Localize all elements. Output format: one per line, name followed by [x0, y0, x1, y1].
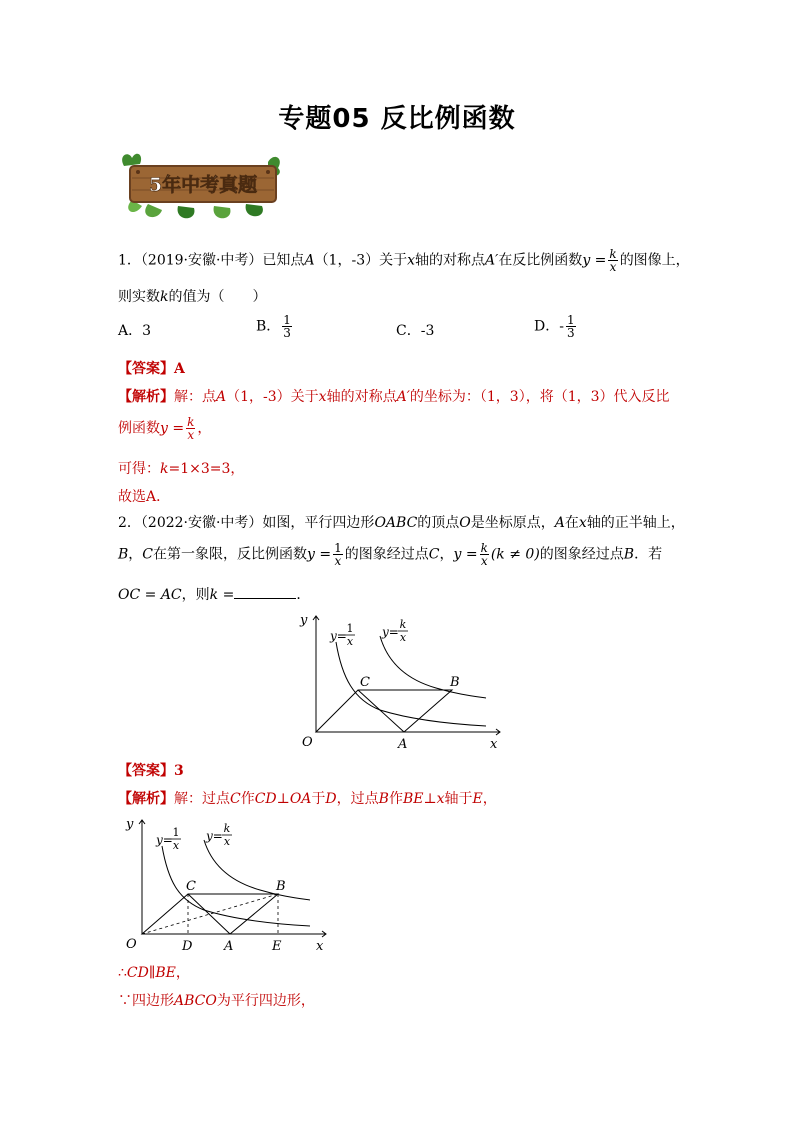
a1-analysis-line3 — [118, 458, 244, 478]
analysis-var: BE⊥x — [402, 791, 445, 807]
a2-analysis-step2 — [118, 990, 315, 1010]
q1-var: x — [407, 252, 416, 269]
analysis-text: 解：点 — [174, 389, 216, 405]
q1-option-a: A．3 — [118, 323, 152, 339]
q2-var: B — [623, 546, 635, 563]
q2-formula: y = — [307, 546, 332, 563]
analysis-text: 例函数 — [118, 420, 160, 437]
curve1-num: 1 — [172, 826, 180, 839]
label-a: A — [398, 737, 408, 752]
analysis-text: ， — [482, 791, 497, 807]
curve2-num: k — [399, 618, 407, 631]
q1-text: 的值为（ ） — [168, 289, 267, 305]
segment-ca — [358, 690, 404, 732]
q2-line1 — [118, 512, 685, 532]
q2-formula: OC = AC — [118, 587, 182, 603]
analysis-text: ∴ — [118, 965, 127, 981]
q2-formula: (k ≠ 0) — [490, 546, 540, 563]
q1-option-b — [256, 314, 294, 339]
option-label: D．- — [534, 318, 564, 335]
analysis-var: CD⊥OA — [254, 791, 312, 807]
q1-var: k — [160, 289, 169, 305]
q1-var: A′ — [485, 252, 499, 269]
q2-var: B — [118, 546, 129, 563]
option-fraction: $\frac{1}{3}$ — [566, 313, 575, 340]
q2-text: ，则 — [181, 587, 210, 603]
analysis-var: E — [472, 791, 483, 807]
q2-line2 — [118, 542, 662, 567]
a2-analysis-step1 — [118, 962, 190, 982]
curve-k-over-x — [204, 840, 310, 900]
q2-var: A — [554, 515, 565, 531]
analysis-var: A′ — [396, 389, 410, 405]
analysis-text: ， — [197, 420, 212, 437]
q1-var: A — [304, 252, 315, 269]
curve-1-over-x — [336, 642, 486, 726]
answer-blank — [234, 586, 296, 599]
label-x: x — [316, 939, 324, 954]
curve1-den: x — [346, 635, 354, 648]
q2-text: ．若 — [634, 546, 663, 563]
answer-value: 3 — [174, 763, 184, 779]
q1-fraction: $\frac{k}{x}$ — [609, 247, 617, 274]
q2-var: C — [428, 546, 440, 563]
answer-label: 【答案】 — [118, 763, 174, 779]
curve1-label: y= — [156, 833, 173, 847]
a2-analysis-line1 — [118, 788, 497, 808]
analysis-var: ABCO — [174, 993, 217, 1009]
q1-text: 在反比例函数 — [498, 252, 583, 269]
page-title: 专题05 反比例函数 — [278, 104, 516, 134]
q2-text: 是坐标原点， — [470, 515, 555, 531]
q2-text: ， — [439, 546, 454, 563]
q2-text: 的顶点 — [417, 515, 460, 531]
analysis-text: 轴的对称点 — [326, 389, 397, 405]
a1-analysis-line2 — [118, 416, 211, 441]
q2-fraction: $\frac{1}{x}$ — [334, 541, 342, 568]
analysis-var: x — [318, 389, 327, 405]
curve2-den: x — [399, 631, 407, 644]
analysis-text: （1，-3）关于 — [226, 389, 319, 405]
label-c: C — [186, 879, 196, 894]
analysis-text: 作 — [240, 791, 255, 807]
analysis-var: D — [325, 791, 337, 807]
label-c: C — [360, 675, 370, 690]
banner-text: 5年中考真题 — [148, 174, 258, 196]
q1-line1 — [118, 248, 690, 273]
analysis-text: 可得： — [118, 461, 160, 477]
analysis-fraction: $\frac{k}{x}$ — [187, 415, 195, 442]
q1-text: （1，-3）关于 — [314, 252, 408, 269]
q1-text: 1．（2019·安徽·中考）已知点 — [118, 252, 305, 269]
wooden-sign-icon — [118, 148, 286, 224]
q2-text: 的图象经过点 — [344, 546, 429, 563]
label-o: O — [302, 735, 313, 750]
answer-label: 【答案】 — [118, 361, 174, 377]
segment-ob — [142, 894, 278, 934]
analysis-text: 作 — [388, 791, 403, 807]
analysis-var: A — [216, 389, 227, 405]
label-b: B — [450, 675, 460, 690]
q2-text: 在第一象限，反比例函数 — [153, 546, 308, 563]
analysis-label: 【解析】 — [118, 791, 174, 807]
q2-line3 — [118, 584, 310, 604]
q2-formula: y = — [453, 546, 478, 563]
analysis-text: 的坐标为：（1，3），将（1，3）代入反比 — [409, 389, 670, 405]
q1-option-c: C．-3 — [396, 323, 435, 339]
q2-text: 在 — [564, 515, 579, 531]
analysis-formula: y = — [160, 420, 185, 437]
analysis-text: ， — [175, 965, 190, 981]
analysis-var: k — [160, 461, 169, 477]
curve1-label: y= — [330, 629, 347, 643]
q2-var: C — [142, 546, 154, 563]
curve2-label: y= — [206, 829, 223, 843]
a2-answer — [118, 760, 184, 780]
figure-1 — [290, 606, 510, 754]
option-fraction: $\frac{1}{3}$ — [283, 313, 291, 340]
curve-1-over-x — [162, 846, 310, 926]
analysis-text: 于 — [311, 791, 326, 807]
option-label: B． — [256, 318, 281, 335]
analysis-text: =1×3=3， — [168, 461, 245, 477]
label-y: y — [300, 613, 308, 628]
analysis-text: 解：过点 — [174, 791, 230, 807]
curve1-den: x — [172, 839, 180, 852]
answer-value: A — [174, 361, 185, 377]
q2-text: 轴的正半轴上， — [586, 515, 685, 531]
analysis-text: ∵四边形 — [118, 993, 174, 1009]
a1-analysis-line1 — [118, 386, 670, 406]
curve-k-over-x — [380, 636, 486, 698]
label-e: E — [272, 939, 282, 954]
q2-text: 的图象经过点 — [539, 546, 624, 563]
q1-text: 轴的对称点 — [415, 252, 486, 269]
analysis-text: 为平行四边形， — [216, 993, 315, 1009]
q2-var: OABC — [374, 515, 418, 531]
a1-answer — [118, 358, 185, 378]
analysis-var: CD∥BE — [126, 965, 176, 981]
figure-2 — [116, 812, 336, 956]
label-y: y — [126, 817, 134, 832]
curve2-label: y= — [382, 625, 399, 639]
a1-analysis-line4: 故选A． — [118, 489, 171, 505]
label-x: x — [490, 737, 498, 752]
curve1-num: 1 — [346, 622, 354, 635]
q1-formula: y = — [582, 252, 607, 269]
curve2-den: x — [223, 835, 231, 848]
q2-var: x — [578, 515, 587, 531]
label-d: D — [182, 939, 193, 954]
analysis-label: 【解析】 — [118, 389, 174, 405]
analysis-var: B — [378, 791, 389, 807]
q1-line2 — [118, 286, 266, 306]
analysis-text: 轴于 — [444, 791, 473, 807]
q1-option-d — [534, 314, 578, 339]
analysis-text: ，过点 — [336, 791, 379, 807]
q1-text: 则实数 — [118, 289, 160, 305]
label-a: A — [224, 939, 234, 954]
segment-ca — [188, 894, 230, 934]
q2-formula: k = — [209, 587, 235, 603]
q2-fraction: $\frac{k}{x}$ — [480, 541, 488, 568]
label-b: B — [276, 879, 286, 894]
analysis-var: C — [230, 791, 241, 807]
q2-var: O — [459, 515, 471, 531]
q1-text: 的图像上， — [619, 252, 690, 269]
banner-wooden-sign — [118, 148, 286, 224]
curve2-num: k — [223, 822, 231, 835]
q2-text: ． — [296, 587, 311, 603]
label-o: O — [126, 937, 137, 952]
q2-text: 2．（2022·安徽·中考）如图，平行四边形 — [118, 515, 375, 531]
q2-text: ， — [128, 546, 143, 563]
